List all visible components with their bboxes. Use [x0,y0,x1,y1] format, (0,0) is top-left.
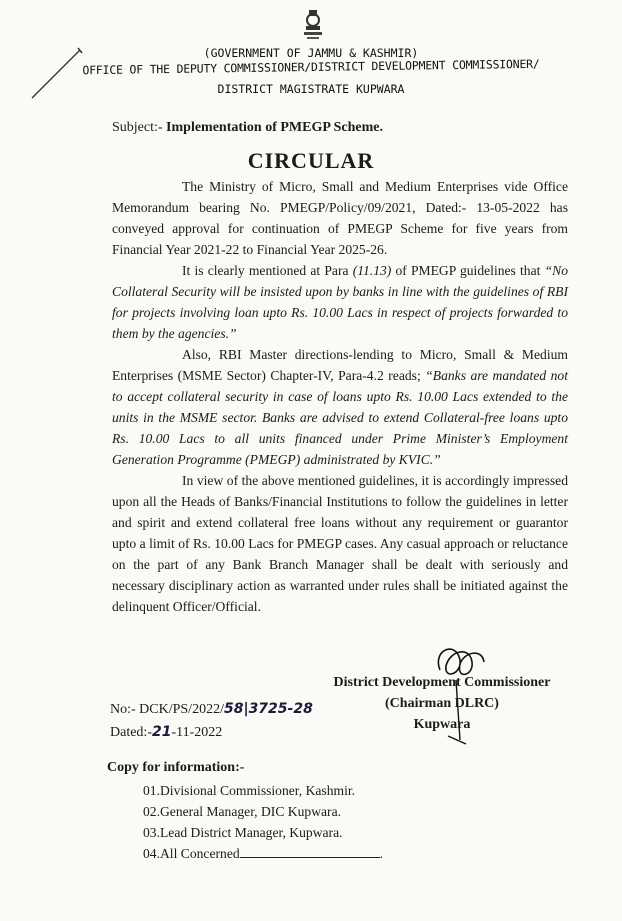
paragraph-3-quote: “Banks are mandated not to accept collateral security in case of loans upto Rs. 10.00 Lacs extended to the units in the MSME sector. Banks are advised to extend Collateral-free loans upto Rs. 10.00 Lacs to all units financed under Prime Minister’s Employment Generation Programme (PMEGP) administrated by KVIC.” [112,368,568,467]
header-government: (GOVERNMENT OF JAMMU & KASHMIR) [203,46,419,60]
paragraph-2-intro: It is clearly mentioned at Para [182,263,353,278]
copy-to-list [143,780,383,864]
signatory-block [322,672,562,735]
paragraph-4: In view of the above mentioned guidelines, it is accordingly impressed upon all the Heads of Banks/Financial Institutions to follow the guidelines in letter and spirit and extend collateral free loans without any requirement or guarantor upto a limit of Rs. 10.00 Lacs for PMEGP cases. Any casual approach or reluctance on the part of any Bank Branch Manager shall be dealt with seriously and necessary disciplinary action as warranted under rules shall be initiated against the delinquent Officer/Official. [112,473,568,614]
paragraph-2-mid: of PMEGP guidelines that [391,263,545,278]
copy-to-item: 01.Divisional Commissioner, Kashmir. [143,783,356,798]
copy-to-item-text: 04.All Concerned [143,846,240,861]
national-emblem-icon [300,8,326,42]
signatory-location: Kupwara [413,717,471,732]
copy-to-item-last: 04.All Concerned . [143,846,384,861]
paragraph-2-para-number: (11.13) [352,263,392,278]
subject-label: Subject:- [112,120,163,135]
reference-date-handwritten: 21 [151,724,172,740]
blank-line [240,845,380,858]
header-district-magistrate: DISTRICT MAGISTRATE KUPWARA [217,82,405,96]
reference-number-label: No:- DCK/PS/2022/ [110,702,224,717]
copy-to-title: Copy for information:- [107,760,245,775]
copy-to-item: 03.Lead District Manager, Kupwara. [143,825,343,840]
signatory-role: (Chairman DLRC) [385,696,499,711]
paragraph-3 [112,344,568,470]
subject-text: Implementation of PMEGP Scheme. [166,120,384,135]
reference-date-label: Dated:- [110,725,152,740]
reference-date-rest: -11-2022 [171,725,223,740]
reference-date [110,721,313,744]
header-office: OFFICE OF THE DEPUTY COMMISSIONER/DISTRICT DEVELOPMENT COMMISSIONER/ [82,56,540,78]
copy-to-item: 02.General Manager, DIC Kupwara. [143,804,341,819]
paragraph-2 [112,260,568,344]
paragraph-2-quote: “No Collateral Security will be insisted upon by banks in line with the guidelines of RBI for projects involving loan upto Rs. 10.00 Lacs in respect of projects forwarded to them by the agencies.” [112,263,568,341]
reference-block [110,698,313,744]
reference-number [110,698,313,721]
paragraph-3-intro: Also, RBI Master directions-lending to Micro, Small & Medium Enterprises (MSME Sector) Chapter-IV, Para-4.2 reads; [112,347,568,383]
paragraph-1: The Ministry of Micro, Small and Medium Enterprises vide Office Memorandum bearing No. PMEGP/Policy/09/2021, Dated:- 13-05-2022 has conveyed approval for continuation of PMEGP Scheme for five years from Financial Year 2021-22 to Financial Year 2025-26. [112,179,568,257]
signatory-designation: District Development Commissioner [333,675,551,690]
circular-body [112,176,568,617]
subject-line [112,120,383,136]
document-title: CIRCULAR [247,148,375,173]
reference-number-handwritten: 58|3725-28 [223,701,313,717]
